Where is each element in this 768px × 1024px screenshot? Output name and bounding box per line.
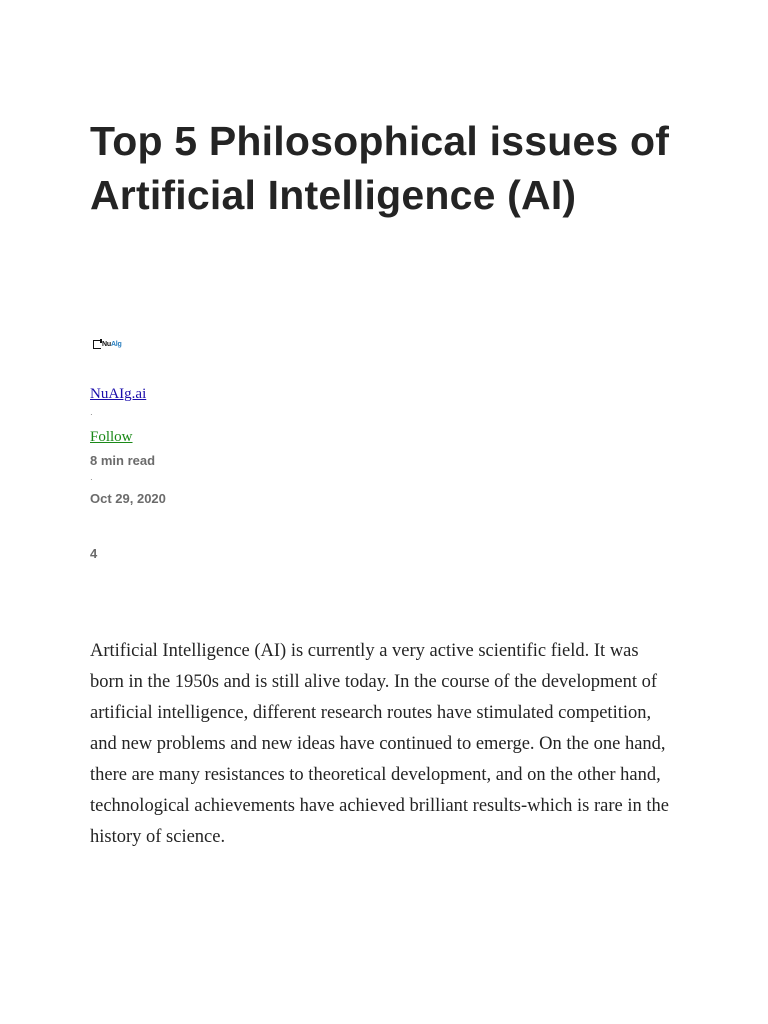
publication-logo[interactable] bbox=[93, 336, 133, 352]
author-link[interactable]: NuAIg.ai bbox=[90, 386, 147, 402]
logo-text: NuAlg bbox=[102, 340, 122, 348]
follow-button[interactable]: Follow bbox=[90, 429, 133, 445]
separator-dot: · bbox=[90, 475, 93, 484]
article-paragraph: Artificial Intelligence (AI) is currently a very active scientific field. It was born in the 1950s and is still alive today. In the course of the development of artificial intelligence, different research routes have stimulated competition, and new problems and new ideas have continued to emerge. On the one hand, there are many resistances to theoretical development, and on the other hand, technological achievements have achieved brilliant results-which is rare in the history of science. bbox=[90, 641, 669, 847]
separator-dot: · bbox=[90, 410, 93, 419]
article-title: Top 5 Philosophical issues of Artificial Intelligence (AI) bbox=[90, 118, 670, 218]
read-time: 8 min read bbox=[90, 453, 156, 468]
publish-date: Oct 29, 2020 bbox=[90, 491, 166, 506]
clap-count[interactable]: 4 bbox=[90, 546, 98, 561]
nualg-logo-icon bbox=[93, 340, 101, 349]
